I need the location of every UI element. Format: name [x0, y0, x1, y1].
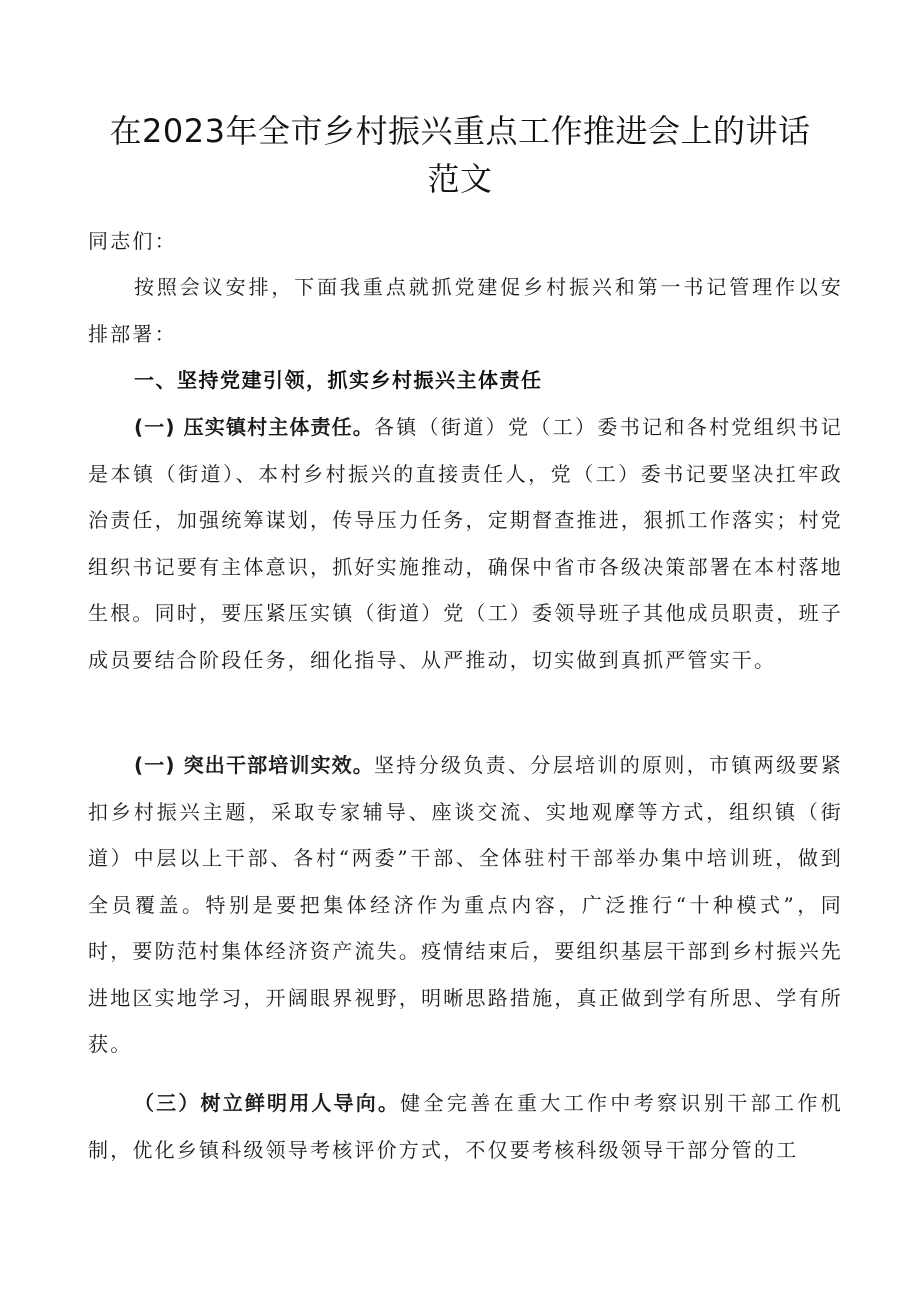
document-title-line-2: 范文 [427, 160, 493, 198]
paragraph-3 [88, 1080, 843, 1173]
paragraph-1-text: 各镇（街道）党（工）委书记和各村党组织书记是本镇（街道）、本村乡村振兴的直接责任人，党（工）委书记要坚决扛牢政治责任，加强统筹谋划，传导压力任务，定期督查推进，狠抓工作落实；村党组织书记要有主体意识，抓好实施推动，确保中省市各级决策部署在本村落地生根。同时，要压紧压实镇（街道）党（工）委领导班子其他成员职责，班子成员要结合阶段任务，细化指导、从严推动，切实做到真抓严管实干。 [88, 415, 843, 672]
intro-paragraph: 按照会议安排，下面我重点就抓党建促乡村振兴和第一书记管理作以安排部署： [88, 275, 843, 346]
greeting: 同志们： [88, 229, 177, 253]
document-title-line-1: 在2023年全市乡村振兴重点工作推进会上的讲话 [109, 112, 811, 150]
paragraph-3-text: 健全完善在重大工作中考察识别干部工作机制，优化乡镇科级领导考核评价方式，不仅要考核科级领导干部分管的工 [88, 1091, 843, 1162]
section-heading-1: 一、坚持党建引领，抓实乡村振兴主体责任 [134, 368, 543, 392]
paragraph-2-text: 坚持分级负责、分层培训的原则，市镇两级要紧扣乡村振兴主题，采取专家辅导、座谈交流、实地观摩等方式，组织镇（街道）中层以上干部、各村“两委”干部、全体驻村干部举办集中培训班，做到全员覆盖。特别是要把集体经济作为重点内容，广泛推行“十种模式”，同时，要防范村集体经济资产流失。疫情结束后，要组织基层干部到乡村振兴先进地区实地学习，开阔眼界视野，明晰思路措施，真正做到学有所思、学有所获。 [88, 753, 843, 1056]
paragraph-2 [88, 742, 843, 1068]
paragraph-1 [88, 404, 843, 683]
paragraph-3-lead: （三）树立鲜明用人导向。 [134, 1091, 401, 1115]
paragraph-2-lead: (一) 突出干部培训实效。 [134, 753, 374, 777]
paragraph-1-lead: (一) 压实镇村主体责任。 [134, 415, 374, 439]
